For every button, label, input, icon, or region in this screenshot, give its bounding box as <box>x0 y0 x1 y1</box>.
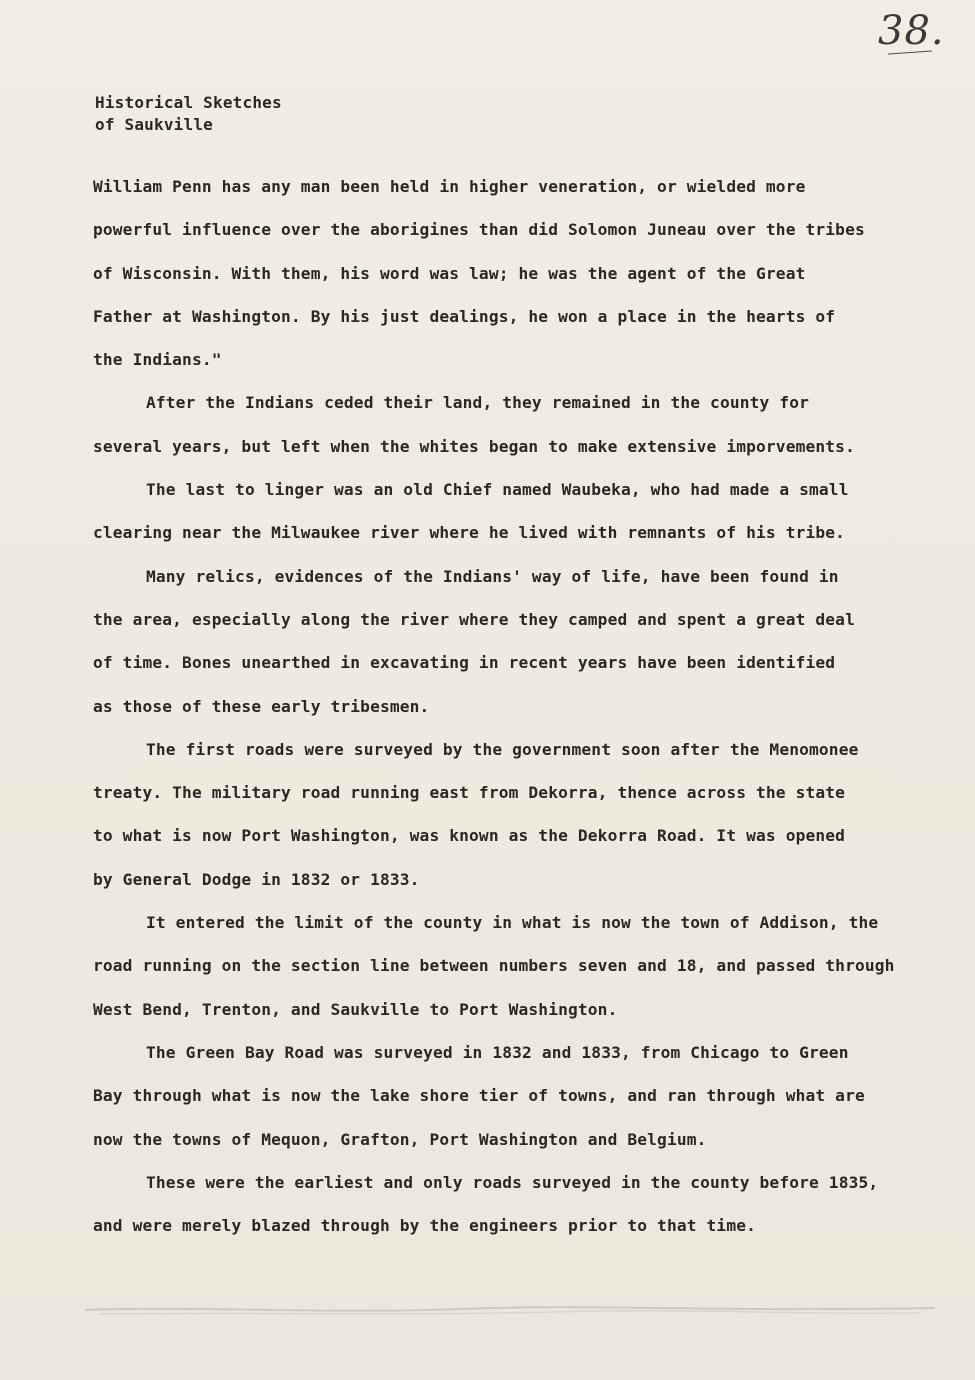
text-line: of Wisconsin. With them, his word was law; he was the agent of the Great <box>93 263 806 283</box>
text-line: and were merely blazed through by the engineers prior to that time. <box>93 1216 757 1236</box>
text-line: now the towns of Mequon, Grafton, Port Washington and Belgium. <box>93 1129 707 1149</box>
text-line: William Penn has any man been held in higher veneration, or wielded more <box>93 177 806 196</box>
text-line: powerful influence over the aborigines than did Solomon Juneau over the tribes <box>93 220 865 240</box>
header-subtitle: of Saukville <box>95 115 213 134</box>
text-line: West Bend, Trenton, and Saukville to Port Washington. <box>93 999 618 1019</box>
text-line: The last to linger was an old Chief named Waubeka, who had made a small <box>146 480 849 500</box>
text-line: The first roads were surveyed by the government soon after the Menomonee <box>146 739 859 759</box>
text-line: several years, but left when the whites began to make extensive imporvements. <box>93 436 855 456</box>
body-text <box>93 176 963 1258</box>
text-line: by General Dodge in 1832 or 1833. <box>93 869 420 889</box>
text-line: of time. Bones unearthed in excavating in recent years have been identified <box>93 653 836 673</box>
text-line: It entered the limit of the county in what is now the town of Addison, the <box>146 913 879 933</box>
text-line: Many relics, evidences of the Indians' way of life, have been found in <box>146 566 839 586</box>
text-line: to what is now Port Washington, was known as the Dekorra Road. It was opened <box>93 826 846 846</box>
text-line: road running on the section line between numbers seven and 18, and passed through <box>93 956 895 976</box>
text-line: The Green Bay Road was surveyed in 1832 and 1833, from Chicago to Green <box>146 1042 849 1062</box>
text-line: Bay through what is now the lake shore tier of towns, and ran through what are <box>93 1086 865 1106</box>
document-header <box>95 92 282 136</box>
text-line: the Indians." <box>93 350 222 370</box>
text-line: the area, especially along the river where they camped and spent a great deal <box>93 609 855 629</box>
page-number: 38. <box>878 8 945 54</box>
bottom-smudge <box>80 1300 940 1322</box>
text-line: treaty. The military road running east from Dekorra, thence across the state <box>93 783 846 803</box>
text-line: clearing near the Milwaukee river where he lived with remnants of his tribe. <box>93 523 846 543</box>
text-line: as those of these early tribesmen. <box>93 696 430 716</box>
text-line: These were the earliest and only roads surveyed in the county before 1835, <box>146 1172 879 1192</box>
text-line: After the Indians ceded their land, they remained in the county for <box>146 393 810 413</box>
header-title: Historical Sketches <box>95 93 282 112</box>
text-line: Father at Washington. By his just dealings, he won a place in the hearts of <box>93 306 836 326</box>
